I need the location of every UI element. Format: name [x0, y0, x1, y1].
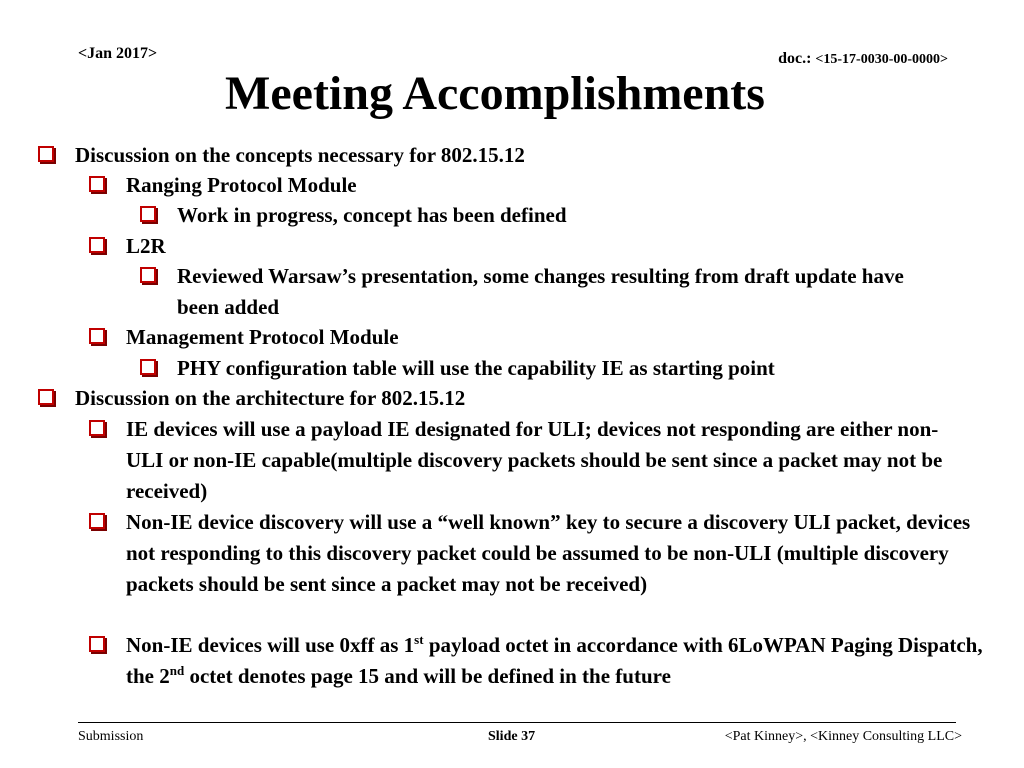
bullet-text: Discussion on the architecture for 802.15.12	[75, 386, 466, 410]
checkbox-bullet-icon	[89, 513, 105, 529]
checkbox-bullet-icon	[140, 206, 156, 222]
checkbox-bullet-icon	[89, 237, 105, 253]
checkbox-bullet-icon	[38, 389, 54, 405]
checkbox-bullet-icon	[140, 267, 156, 283]
bullet-text: Non-IE devices will use 0xff as 1st payload octet in accordance with 6LoWPAN Paging Dispatch, the 2nd octet denotes page 15 and will be defined in the future	[126, 632, 983, 688]
bullet-item	[126, 170, 966, 201]
bullet-text: L2R	[126, 234, 166, 258]
bullet-item	[126, 630, 991, 692]
bullet-text: Ranging Protocol Module	[126, 173, 357, 197]
checkbox-bullet-icon	[89, 636, 105, 652]
bullet-item	[75, 383, 935, 414]
bullet-text: Discussion on the concepts necessary for 802.15.12	[75, 143, 525, 167]
bullet-item	[177, 353, 977, 384]
bullet-item	[177, 200, 937, 231]
bullet-item	[177, 261, 937, 323]
bullet-item	[126, 231, 966, 262]
bullet-text: IE devices will use a payload IE designated for ULI; devices not responding are either non-ULI or non-IE capable(multiple discovery packets should be sent since a packet may not be received)	[126, 417, 943, 503]
slide-title: Meeting Accomplishments	[225, 67, 765, 120]
bullet-text: PHY configuration table will use the capability IE as starting point	[177, 356, 775, 380]
header-date: <Jan 2017>	[78, 45, 158, 62]
bullet-item	[75, 140, 935, 171]
checkbox-bullet-icon	[38, 146, 54, 162]
checkbox-bullet-icon	[89, 328, 105, 344]
footer-submission: Submission	[78, 729, 144, 744]
checkbox-bullet-icon	[89, 420, 105, 436]
footer-divider	[78, 722, 956, 723]
bullet-text: Work in progress, concept has been defined	[177, 203, 567, 227]
bullet-text: Non-IE device discovery will use a “well known” key to secure a discovery ULI packet, devices not responding to this discovery packet could be assumed to be non-ULI (multiple discovery packets should be sent since a packet may not be received)	[126, 510, 971, 596]
footer-author: <Pat Kinney>, <Kinney Consulting LLC>	[724, 729, 962, 744]
doc-label: doc.:	[778, 50, 816, 67]
doc-number: <15-17-0030-00-0000>	[815, 52, 948, 67]
bullet-text: Reviewed Warsaw’s presentation, some changes resulting from draft update have been added	[177, 264, 904, 319]
bullet-item	[126, 414, 971, 507]
bullet-item	[126, 322, 966, 353]
bullet-item	[126, 507, 986, 600]
checkbox-bullet-icon	[89, 176, 105, 192]
footer-slide-number: Slide 37	[488, 729, 536, 744]
checkbox-bullet-icon	[140, 359, 156, 375]
bullet-text: Management Protocol Module	[126, 325, 399, 349]
